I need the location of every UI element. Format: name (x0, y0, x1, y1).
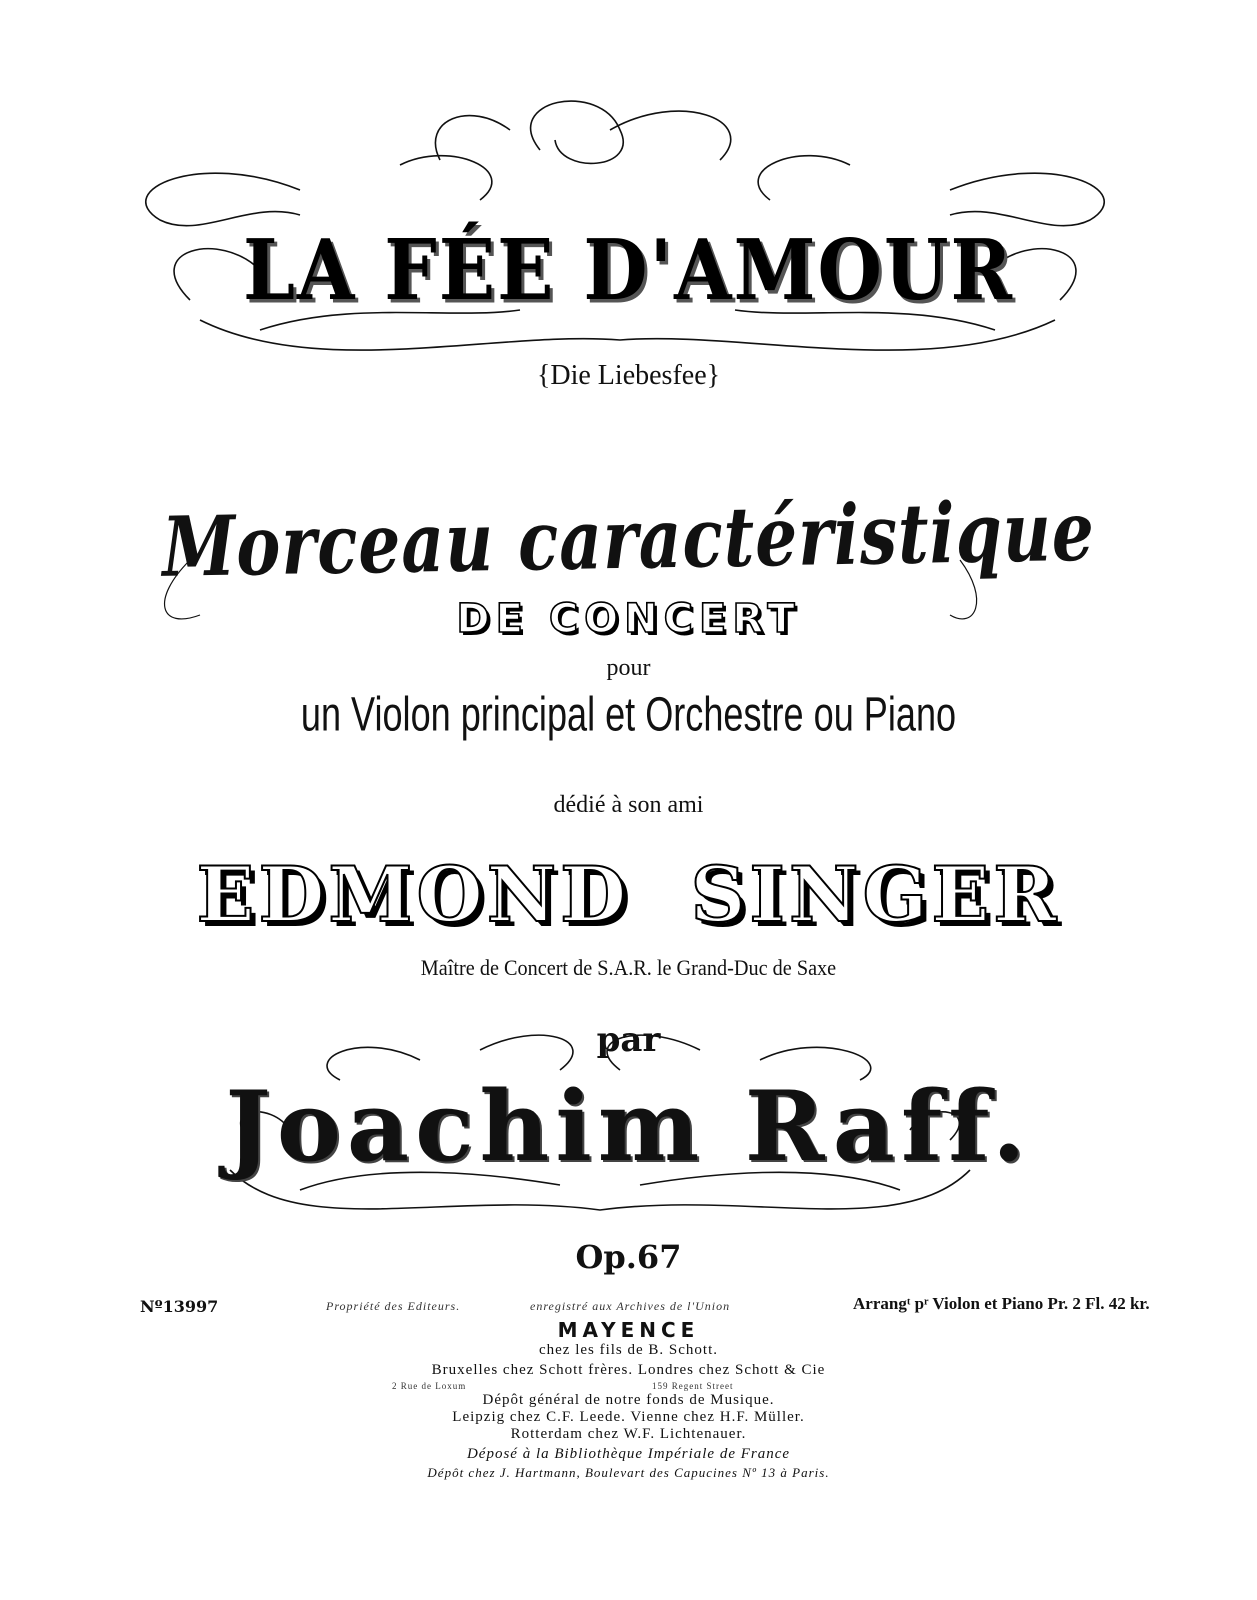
title: LA FÉE D'AMOUR (243, 222, 1014, 320)
depot-general: Dépôt général de notre fonds de Musique. (482, 1392, 775, 1408)
publisher-name: chez les fils de B. Schott. (538, 1342, 719, 1358)
dedicatee-name: EDMOND SINGER (196, 850, 1061, 939)
rotterdam-agent: Rotterdam chez W.F. Lichtenauer. (510, 1426, 747, 1442)
copyright-notice: Propriété des Editeurs. (326, 1299, 461, 1313)
genre-subtitle: DE CONCERT (456, 596, 801, 642)
londres-address: 159 Regent Street (652, 1381, 734, 1391)
publisher-city: MAYENCE (557, 1318, 700, 1342)
publisher-branches: Bruxelles chez Schott frères. Londres chez Schott & Cie (431, 1362, 826, 1378)
plate-number: Nº13997 (140, 1297, 219, 1316)
dedication: dédié à son ami (553, 792, 704, 818)
instrumentation: un Violon principal et Orchestre ou Piano (300, 687, 957, 742)
pour-text: pour (606, 655, 651, 681)
deposit-notice: Déposé à la Bibliothèque Impériale de France (466, 1446, 791, 1462)
subtitle: {Die Liebesfee} (536, 360, 721, 391)
leipzig-vienne-agents: Leipzig chez C.F. Leede. Vienne chez H.F. Müller. (452, 1409, 805, 1425)
composer-name: Joachim Raff. (225, 1070, 1032, 1183)
dedicatee-title: Maître de Concert de S.A.R. le Grand-Duc de Saxe (420, 955, 837, 980)
registration-notice: enregistré aux Archives de l'Union (530, 1299, 731, 1313)
opus-number: Op.67 (575, 1238, 682, 1276)
genre: Morceau caractéristique (161, 482, 1096, 596)
arrangement-price: Arrangᵗ pʳ Violon et Piano Pr. 2 Fl. 42 kr. (853, 1294, 1150, 1313)
par-text: par (596, 1020, 661, 1060)
paris-depot: Dépôt chez J. Hartmann, Boulevart des Capucines Nº 13 à Paris. (427, 1465, 830, 1480)
bruxelles-address: 2 Rue de Loxum (392, 1381, 467, 1391)
